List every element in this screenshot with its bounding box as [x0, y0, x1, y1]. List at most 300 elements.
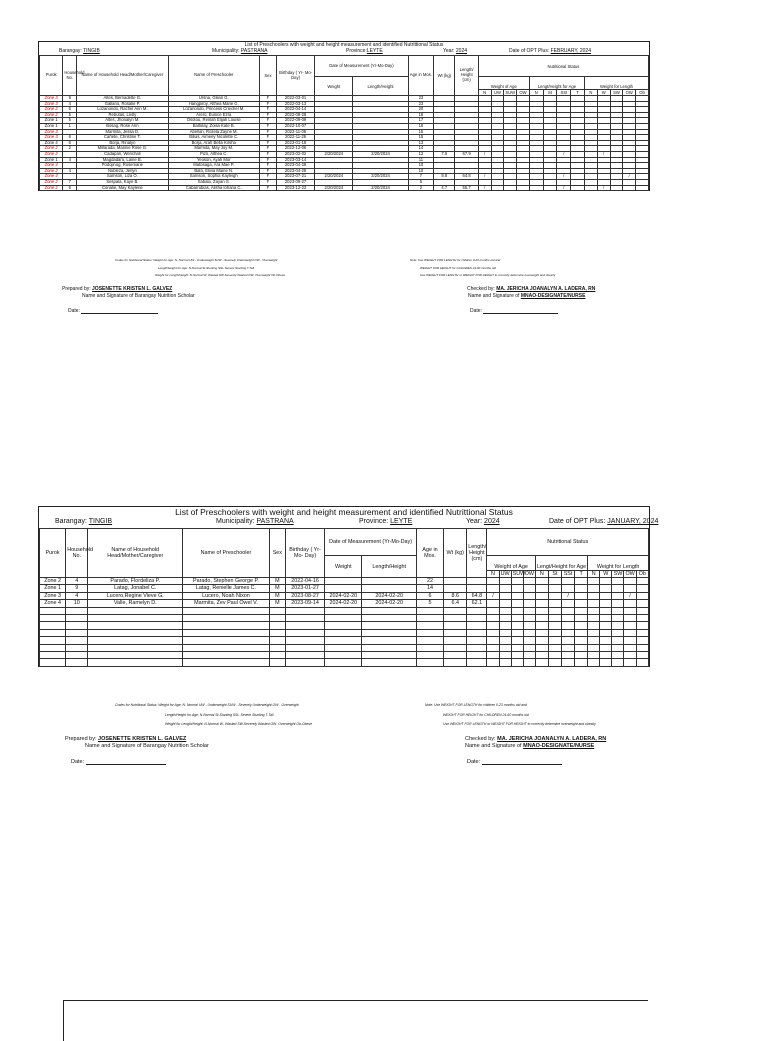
table-cell [588, 600, 600, 607]
table-row [40, 659, 649, 666]
cell-purok: Zone 3 [40, 592, 66, 599]
table-cell [600, 659, 612, 666]
table-cell [588, 629, 600, 636]
table-cell [517, 185, 530, 191]
table-cell: 2024-02-20 [325, 600, 362, 607]
code-wfa-n: N [478, 90, 491, 96]
cell-purok: Zone 4 [40, 600, 66, 607]
header-nutritional-status: Nutritional Status [478, 56, 648, 77]
table-cell: 2023-04-28 [276, 168, 314, 174]
table-cell [575, 637, 588, 644]
cell-household-head: Altes, Jhonalyn M. [77, 118, 168, 124]
table-cell [523, 578, 535, 585]
code-wfl-sw: SW [610, 90, 623, 96]
cell-purok: Zone 3 [40, 135, 63, 141]
cell-household-head: Borja, Rinalyn [77, 140, 168, 146]
table-cell [325, 607, 362, 614]
cell-preschooler: Lozanondo, Princess Criechel M. [168, 107, 259, 113]
table-cell [467, 578, 487, 585]
table-cell [467, 651, 487, 658]
table-cell [575, 659, 588, 666]
table-cell [535, 607, 548, 614]
table-cell [66, 615, 88, 622]
table-cell [66, 644, 88, 651]
table-cell [499, 651, 511, 658]
table-cell [416, 622, 443, 629]
cell-household-head: Lozanondo, Rachel Ann M. [77, 107, 168, 113]
header-sex: Sex [259, 56, 276, 96]
table-cell [624, 629, 636, 636]
preschoolers-table [39, 55, 649, 191]
table-cell [624, 607, 636, 614]
code-wfa-suw: SUW [512, 571, 526, 577]
table-cell: 2022-03-01 [276, 96, 314, 102]
table-cell [325, 615, 362, 622]
cell-purok: Zone 4 [40, 174, 63, 180]
table-cell [523, 592, 535, 599]
table-cell [325, 637, 362, 644]
note-3: Use WEIGHT FOR LENGTH or WEIGHT FOR HEIGHT to correctly determine overweight and obesity [420, 273, 556, 277]
table-cell [600, 615, 612, 622]
table-cell [499, 644, 511, 651]
table-cell [548, 622, 561, 629]
table-cell [487, 629, 499, 636]
table-cell: 4 [63, 157, 77, 163]
table-cell [416, 629, 443, 636]
table-cell [624, 659, 636, 666]
table-cell: 2023-01-27 [285, 585, 324, 592]
cell-preschooler [183, 644, 270, 651]
table-cell: 2023-04-28 [276, 163, 314, 169]
table-cell [416, 644, 443, 651]
prepared-by-name: JOSENETTE KRISTEN L. GALVEZ [92, 286, 173, 292]
cell-household-head [88, 629, 183, 636]
cell-preschooler [183, 651, 270, 658]
table-row [40, 578, 649, 585]
table-cell [269, 637, 285, 644]
table-cell [487, 578, 499, 585]
cell-preschooler: Sabala, Zayan S. [168, 179, 259, 185]
header-birthday: Birthday ( Yr- Mo- Day) [276, 56, 314, 96]
table-cell [467, 637, 487, 644]
table-cell [535, 615, 548, 622]
table-cell [636, 659, 648, 666]
header-household-no: Household No. [66, 529, 88, 578]
table-row [40, 615, 649, 622]
table-cell: 4.7 [434, 185, 455, 191]
sheet-title: List of Preschoolers with weight and height measurement and identified Nutrittional Status [175, 507, 513, 517]
table-cell [416, 659, 443, 666]
cell-household-head: Cañete, Christine T. [77, 135, 168, 141]
table-cell [575, 578, 588, 585]
table-cell [285, 629, 324, 636]
cell-household-head [88, 651, 183, 658]
table-cell: 2022-03-13 [276, 101, 314, 107]
table-cell [600, 585, 612, 592]
cell-purok: Zone 2 [40, 168, 63, 174]
table-cell: 2022-10-07 [276, 123, 314, 129]
cell-household-head [88, 615, 183, 622]
table-cell [612, 585, 624, 592]
table-cell: 10 [408, 163, 434, 169]
table-cell [523, 629, 535, 636]
table-cell: 2022-08-28 [276, 112, 314, 118]
code-wfl-w: W [597, 90, 610, 96]
table-cell [444, 644, 467, 651]
table-cell: / [597, 151, 610, 157]
code-wfl-ow: OW [625, 571, 635, 577]
cell-preschooler: Borja, Arah Bella Kirsha [168, 140, 259, 146]
table-cell [269, 629, 285, 636]
code-lfa-t: T [575, 571, 588, 578]
checked-by-role: Name and Signature of MNAO-DESIGNATE/NURSE [465, 743, 595, 749]
table-cell [575, 585, 588, 592]
header-weight: Weight [315, 77, 353, 96]
code-wfa-ow: OW [517, 90, 530, 96]
table-cell: / [624, 592, 636, 599]
code-lfa-st: St [543, 90, 557, 96]
cell-household-head: Latag, Jonabel C. [88, 585, 183, 592]
prepared-date: Date: [68, 308, 158, 314]
table-cell [600, 622, 612, 629]
checked-date-line [483, 313, 558, 314]
cell-preschooler: Parado, Stephen George P. [183, 578, 270, 585]
table-cell [548, 592, 561, 599]
table-cell: / [478, 174, 491, 180]
table-cell [362, 651, 416, 658]
table-cell [600, 592, 612, 599]
code-wfl-ob: Ob [636, 90, 649, 96]
table-cell [562, 585, 575, 592]
table-cell: M [269, 592, 285, 599]
cell-preschooler [183, 615, 270, 622]
code-wfl-ow: OW [623, 90, 636, 96]
cell-purok: Zone 1 [40, 118, 63, 124]
table-cell: 23 [408, 101, 434, 107]
table-cell [636, 629, 648, 636]
table-cell [362, 622, 416, 629]
table-cell [612, 637, 624, 644]
table-cell: 10 [66, 600, 88, 607]
checked-date-line [482, 764, 562, 765]
cell-household-head: Nubleza, Jerlyn [77, 168, 168, 174]
table-cell [575, 644, 588, 651]
table-cell [600, 607, 612, 614]
code-wfa-uw: UW [500, 571, 510, 577]
cell-purok: Zone 2 [40, 107, 63, 113]
cell-household-head: Gallano, Rosalie P. [77, 101, 168, 107]
header-age: Age in Mos. [408, 56, 434, 96]
table-cell [362, 585, 416, 592]
cell-household-head: Lucero,Regine Vieve G. [88, 592, 183, 599]
table-cell: F [259, 151, 276, 157]
table-cell [285, 622, 324, 629]
table-cell: 2023-03-14 [276, 157, 314, 163]
table-cell [535, 578, 548, 585]
sheet-february [38, 41, 650, 191]
cell-preschooler [183, 622, 270, 629]
table-cell [588, 615, 600, 622]
table-cell [285, 659, 324, 666]
prepared-by-role: Name and Signature of Barangay Nutrition Scholar [82, 293, 195, 299]
cell-household-head: Parado, Flordeliza P. [88, 578, 183, 585]
table-cell [444, 651, 467, 658]
table-cell [588, 592, 600, 599]
table-header [40, 56, 649, 96]
table-cell [562, 651, 575, 658]
cell-preschooler: Latag, Renielle James C. [183, 585, 270, 592]
header-date-measurement: Date of Measurement (Yr-Mo-Day) [325, 529, 417, 556]
table-row [40, 585, 649, 592]
table-cell [511, 615, 523, 622]
table-cell [511, 622, 523, 629]
header-weight: Weight [325, 556, 362, 578]
table-cell [325, 622, 362, 629]
table-cell: F [259, 135, 276, 141]
cell-purok: Zone 3 [40, 129, 63, 135]
table-cell: / [562, 592, 575, 599]
preschoolers-table [39, 528, 649, 667]
header-purok: Purok [40, 529, 66, 578]
header-birthday: Birthday ( Yr- Mo- Day) [285, 529, 324, 578]
table-row [40, 651, 649, 658]
table-cell [362, 607, 416, 614]
table-cell: 20 [408, 107, 434, 113]
table-cell [499, 629, 511, 636]
table-cell [636, 592, 648, 599]
header-wt: Wt (kg) [444, 529, 467, 578]
table-cell: / [557, 151, 571, 157]
cell-preschooler [183, 637, 270, 644]
table-cell: 2023-01-18 [276, 140, 314, 146]
header-household-head: Name of Household Head/Mother/Caregiver [77, 56, 168, 96]
codes-legend-3: Weight for Length/Height: N-Normal W- Wasted SW-Severely Wasted OW- Overweight Ob-Obese [155, 273, 286, 277]
header-preschooler: Name of Preschooler [168, 56, 259, 96]
table-cell: 2022-04-14 [276, 107, 314, 113]
table-cell [624, 615, 636, 622]
province-value: LEYTE [366, 48, 383, 54]
table-cell [269, 615, 285, 622]
table-body [40, 578, 649, 667]
table-cell [610, 185, 623, 191]
table-cell: 2/20/2024 [315, 174, 353, 180]
header-date-measurement: Date of Measurement (Yr-Mo-Day) [315, 56, 409, 77]
table-cell: M [269, 585, 285, 592]
table-cell [499, 659, 511, 666]
table-cell: 2/20/2024 [353, 151, 408, 157]
opt-date-value: JANUARY, 2024 [607, 518, 659, 525]
sheet2-footer [0, 703, 768, 778]
sheet1-footer [0, 258, 768, 323]
year-value: 2024 [455, 48, 468, 54]
table-cell: / [557, 174, 571, 180]
table-cell [600, 651, 612, 658]
table-cell: F [259, 140, 276, 146]
table-cell: / [597, 185, 610, 191]
code-lfa-sst: SSt [557, 90, 571, 96]
prepared-date: Date: [71, 759, 166, 765]
table-cell [588, 637, 600, 644]
table-cell: 6 [63, 185, 77, 191]
table-cell [523, 615, 535, 622]
table-cell: 5 [63, 112, 77, 118]
table-cell [511, 585, 523, 592]
cell-preschooler: Hangpiroy, Althea Marie G. [168, 101, 259, 107]
cell-preschooler [183, 629, 270, 636]
table-cell [624, 578, 636, 585]
cell-purok: Zone 2 [40, 146, 63, 152]
table-cell [624, 585, 636, 592]
prepared-by-role: Name and Signature of Barangay Nutrition Scholar [85, 743, 209, 749]
table-cell [575, 592, 588, 599]
table-cell [624, 637, 636, 644]
table-cell: 6 [63, 107, 77, 113]
table-cell [624, 644, 636, 651]
cell-preschooler: Baltolay, Zoisa Kate B. [168, 123, 259, 129]
table-cell [612, 651, 624, 658]
table-cell [362, 629, 416, 636]
cell-purok: Zone 3 [40, 96, 63, 102]
table-cell [487, 600, 499, 607]
table-cell [600, 578, 612, 585]
table-cell [487, 622, 499, 629]
table-cell [636, 622, 648, 629]
table-cell [523, 637, 535, 644]
table-cell [444, 622, 467, 629]
table-cell [562, 644, 575, 651]
table-cell [535, 644, 548, 651]
table-header [40, 529, 649, 578]
table-cell [499, 622, 511, 629]
table-cell: 2022-11-26 [276, 135, 314, 141]
table-cell [362, 615, 416, 622]
table-cell [562, 600, 575, 607]
table-cell [575, 622, 588, 629]
cell-preschooler: Marmita, May Joy M. [168, 146, 259, 152]
table-cell [444, 637, 467, 644]
table-cell [600, 629, 612, 636]
table-cell [66, 607, 88, 614]
table-cell: 4 [63, 168, 77, 174]
table-cell [548, 585, 561, 592]
table-cell: F [259, 101, 276, 107]
cell-household-head: Samson, Liza O. [77, 174, 168, 180]
cell-purok: Zone 1 [40, 123, 63, 129]
table-cell [571, 185, 585, 191]
cell-household-head: Cadapan, Wenchali [77, 151, 168, 157]
checked-by-name: MA. JERICHA JOANALYN A. LADERA, RN [496, 286, 596, 292]
table-cell [636, 644, 648, 651]
table-cell [562, 622, 575, 629]
table-cell [588, 644, 600, 651]
table-cell [499, 600, 511, 607]
table-cell: 2024-02-20 [362, 600, 416, 607]
note-3: Use WEIGHT FOR LENGTH or WEIGHT FOR HEIGHT to correctly determine overweight and obesity [443, 722, 596, 726]
cell-household-head: Conalie, May Kaylene [77, 185, 168, 191]
header-length-height: Length/Height [362, 556, 416, 578]
header-age: Age in Mos. [416, 529, 443, 578]
table-cell [600, 637, 612, 644]
table-cell [600, 644, 612, 651]
table-cell [535, 629, 548, 636]
cell-purok [40, 637, 66, 644]
table-cell: / [478, 185, 491, 191]
table-cell [535, 592, 548, 599]
table-cell [562, 578, 575, 585]
table-cell: 2024-02-20 [362, 592, 416, 599]
table-cell: 14 [408, 146, 434, 152]
table-cell [548, 607, 561, 614]
table-cell [523, 607, 535, 614]
table-cell [444, 607, 467, 614]
table-cell [66, 629, 88, 636]
table-cell [325, 659, 362, 666]
table-cell [511, 592, 523, 599]
table-cell [612, 644, 624, 651]
table-cell [548, 637, 561, 644]
table-cell [285, 637, 324, 644]
table-cell [588, 659, 600, 666]
cell-household-head [88, 607, 183, 614]
cell-purok: Zone 2 [40, 185, 63, 191]
table-cell: 6 [63, 135, 77, 141]
table-cell: 2023-09-14 [285, 600, 324, 607]
header-preschooler: Name of Preschooler [183, 529, 270, 578]
table-cell [600, 600, 612, 607]
table-cell: 6 [63, 140, 77, 146]
table-cell [487, 644, 499, 651]
table-cell [467, 585, 487, 592]
table-cell [66, 637, 88, 644]
table-cell [535, 659, 548, 666]
table-cell: 6 [416, 592, 443, 599]
next-sheet-edge [63, 1000, 648, 1041]
table-cell: 9 [63, 96, 77, 102]
table-row [40, 629, 649, 636]
table-cell [269, 607, 285, 614]
table-cell [416, 607, 443, 614]
sheet-meta: Barangay: TINGIB Municipality: PASTRANA Province: LEYTE Year: 2024 Date of OPT Plus: JANUARY, 2024 [55, 518, 659, 525]
table-cell [511, 637, 523, 644]
barangay-value: TINGIB [83, 48, 100, 54]
code-lfa-n: N [529, 90, 543, 96]
table-cell [575, 615, 588, 622]
codes-legend-1: Codes for Nutritional Status: Weight for Age: N- Normal UW - Underweight SUW - Severely Underweight OW - Overweight [115, 703, 299, 707]
table-cell [548, 600, 561, 607]
table-cell: 17 [408, 118, 434, 124]
table-cell: F [259, 168, 276, 174]
code-wfa-suw: SUW [505, 90, 516, 95]
cell-purok: Zone 4 [40, 163, 63, 169]
checked-by-role: Name and Signature of MNAO-DESIGNATE/NURSE [468, 293, 586, 299]
table-cell: 2022-11-06 [276, 129, 314, 135]
table-cell [269, 651, 285, 658]
sheet-january [38, 506, 659, 667]
cell-purok: Zone 2 [40, 578, 66, 585]
table-cell [523, 651, 535, 658]
table-cell [325, 644, 362, 651]
table-cell: 4 [66, 592, 88, 599]
table-cell: 2023-07-21 [276, 174, 314, 180]
table-cell [636, 185, 649, 191]
cell-preschooler [183, 659, 270, 666]
table-cell [562, 629, 575, 636]
cell-household-head: Rebutas, Lesly [77, 112, 168, 118]
code-wfa-n: N [487, 571, 499, 578]
code-wfl-sw: SW [613, 571, 623, 577]
table-cell [504, 185, 517, 191]
table-cell: F [259, 118, 276, 124]
